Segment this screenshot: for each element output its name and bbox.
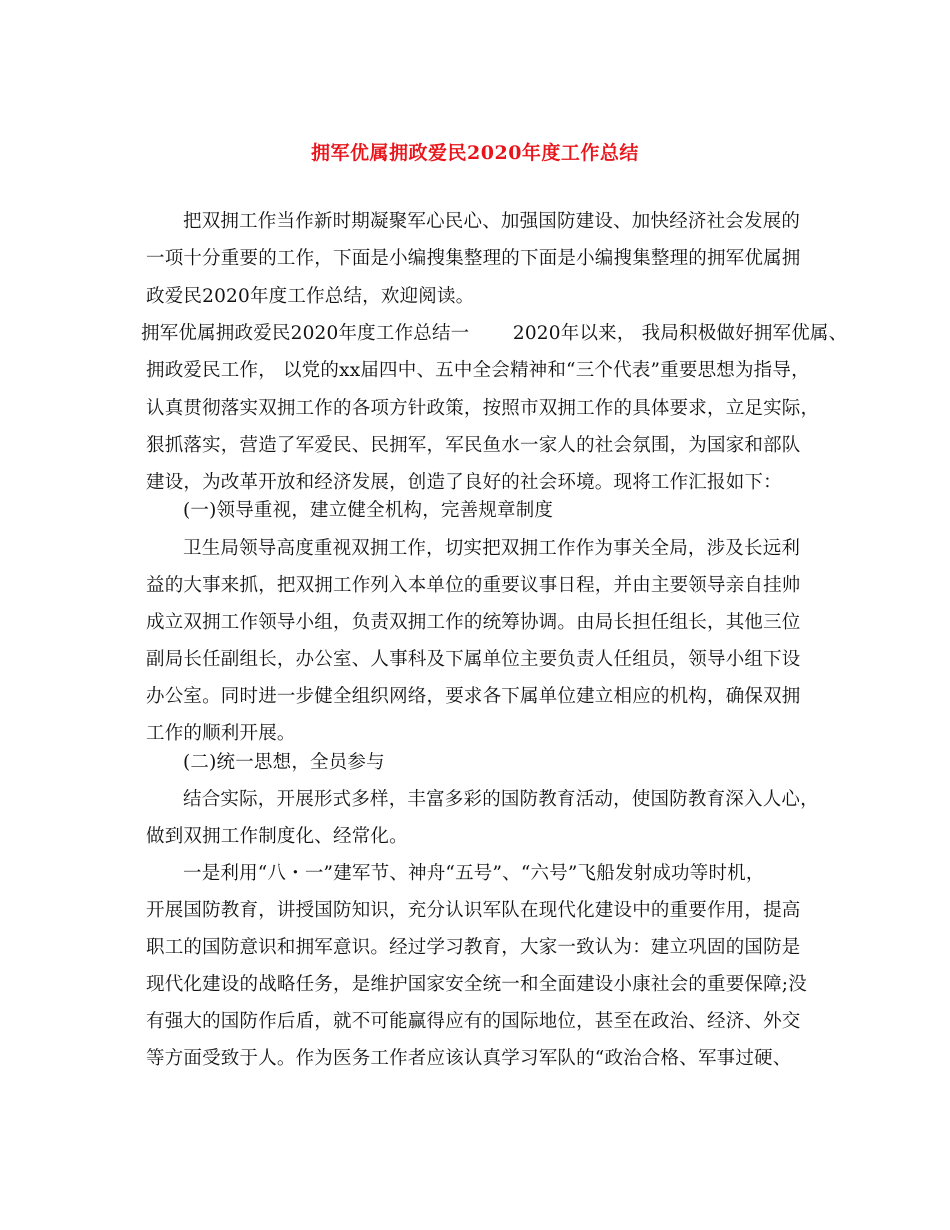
paragraph-line: 工作的顺利开展。 (146, 723, 296, 744)
section-heading: (一)领导重视，建立健全机构，完善规章制度 (183, 500, 554, 521)
paragraph-line: 卫生局领导高度重视双拥工作，切实把双拥工作作为事关全局，涉及长远利 (183, 538, 801, 559)
paragraph-line: 一是利用“八・一”建军节、神舟“五号”、“六号”飞船发射成功等时机， (183, 863, 765, 884)
paragraph-line: 建设，为改革开放和经济发展，创造了良好的社会环境。现将工作汇报如下： (146, 472, 782, 493)
paragraph-line: 结合实际，开展形式多样，丰富多彩的国防教育活动，使国防教育深入人心， (183, 789, 819, 810)
paragraph-line: 拥政爱民工作， 以党的xx届四中、五中全会精神和“三个代表”重要思想为指导， (146, 360, 810, 381)
paragraph-line: 办公室。同时进一步健全组织网络，要求各下属单位建立相应的机构，确保双拥 (146, 686, 801, 707)
paragraph-line: 拥军优属拥政爱民2020年度工作总结一 2020年以来， 我局积极做好拥军优属、 (141, 323, 848, 344)
section-heading: (二)统一思想，全员参与 (183, 752, 385, 773)
paragraph-line: 职工的国防意识和拥军意识。经过学习教育，大家一致认为：建立巩固的国防是 (146, 937, 801, 958)
paragraph-line: 等方面受致于人。作为医务工作者应该认真学习军队的“政治合格、军事过硬、 (146, 1048, 792, 1069)
paragraph-line: 副局长任副组长，办公室、人事科及下属单位主要负责人任组员，领导小组下设 (146, 649, 801, 670)
paragraph-line: 认真贯彻落实双拥工作的各项方针政策，按照市双拥工作的具体要求，立足实际， (146, 398, 820, 419)
paragraph-line: 做到双拥工作制度化、经常化。 (146, 826, 408, 847)
paragraph-line: 一项十分重要的工作，下面是小编搜集整理的下面是小编搜集整理的拥军优属拥 (146, 248, 801, 269)
paragraph-line: 成立双拥工作领导小组，负责双拥工作的统筹协调。由局长担任组长，其他三位 (146, 612, 801, 633)
paragraph-line: 狠抓落实，营造了军爱民、民拥军，军民鱼水一家人的社会氛围，为国家和部队 (146, 435, 801, 456)
paragraph-line: 开展国防教育，讲授国防知识，充分认识军队在现代化建设中的重要作用，提高 (146, 900, 801, 921)
paragraph-line: 把双拥工作当作新时期凝聚军心民心、加强国防建设、加快经济社会发展的 (183, 211, 801, 232)
paragraph-line: 政爱民2020年度工作总结，欢迎阅读。 (146, 286, 475, 307)
paragraph-line: 有强大的国防作后盾，就不可能赢得应有的国际地位，甚至在政治、经济、外交 (146, 1011, 801, 1032)
paragraph-line: 益的大事来抓，把双拥工作列入本单位的重要议事日程，并由主要领导亲自挂帅 (146, 575, 801, 596)
paragraph-line: 现代化建设的战略任务，是维护国家安全统一和全面建设小康社会的重要保障;没 (146, 974, 807, 995)
document-title: 拥军优属拥政爱民2020年度工作总结 (311, 142, 639, 164)
